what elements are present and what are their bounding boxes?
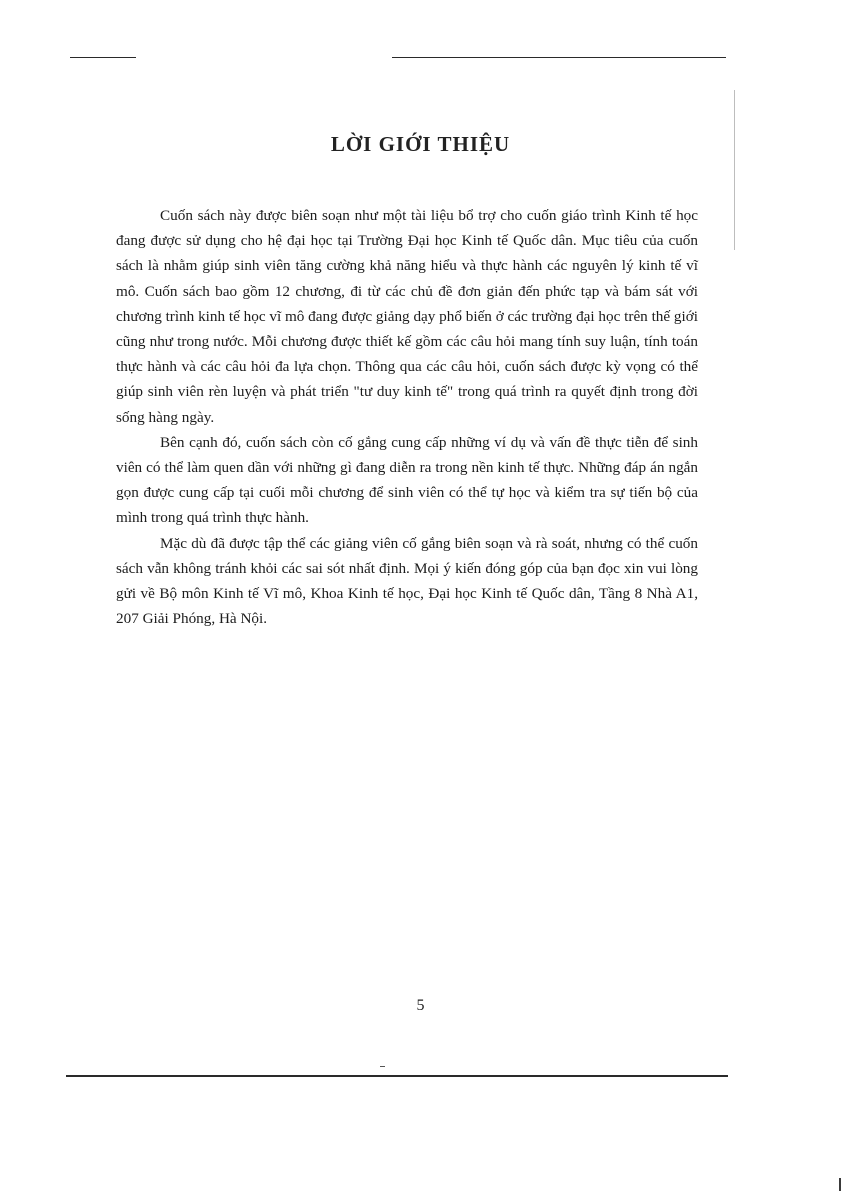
paragraph-1: Cuốn sách này được biên soạn như một tài liệu bổ trợ cho cuốn giáo trình Kinh tế học đang được sử dụng cho hệ đại học tại Trường Đại học Kinh tế Quốc dân. Mục tiêu của cuốn sách là nhằm giúp sinh viên tăng cường khả năng hiểu và thực hành các nguyên lý kinh tế vĩ mô. Cuốn sách bao gồm 12 chương, đi từ các chủ đề đơn giản đến phức tạp và bám sát với chương trình kinh tế học vĩ mô đang được giảng dạy phổ biến ở các trường đại học trên thế giới cũng như trong nước. Mỗi chương được thiết kế gồm các câu hỏi mang tính suy luận, tính toán thực hành và các câu hỏi đa lựa chọn. Thông qua các câu hỏi, cuốn sách được kỳ vọng có thể giúp sinh viên rèn luyện và phát triển "tư duy kinh tế" trong quá trình ra quyết định trong đời sống hàng ngày. [116, 207, 698, 426]
page-title: LỜI GIỚI THIỆU [330, 132, 511, 156]
header-rule-right [392, 57, 726, 58]
footer-tick-mark [380, 1066, 385, 1067]
page-number: 5 [416, 997, 425, 1014]
body-text [116, 203, 698, 631]
paragraph-2: Bên cạnh đó, cuốn sách còn cố gắng cung cấp những ví dụ và vấn đề thực tiễn để sinh viên có thể làm quen dần với những gì đang diễn ra trong nền kinh tế thực. Những đáp án ngắn gọn được cung cấp tại cuối mỗi chương để sinh viên có thể tự học và kiểm tra sự tiến bộ của mình trong quá trình thực hành. [116, 433, 698, 527]
scan-edge-mark [734, 90, 735, 250]
header-rule-left [70, 57, 136, 58]
footer-rule [66, 1075, 728, 1077]
paragraph-3: Mặc dù đã được tập thể các giảng viên cố gắng biên soạn và rà soát, nhưng có thể cuốn sách vẫn không tránh khỏi các sai sót nhất định. Mọi ý kiến đóng góp của bạn đọc xin vui lòng gửi về Bộ môn Kinh tế Vĩ mô, Khoa Kinh tế học, Đại học Kinh tế Quốc dân, Tầng 8 Nhà A1, 207 Giải Phóng, Hà Nội. [116, 534, 698, 628]
